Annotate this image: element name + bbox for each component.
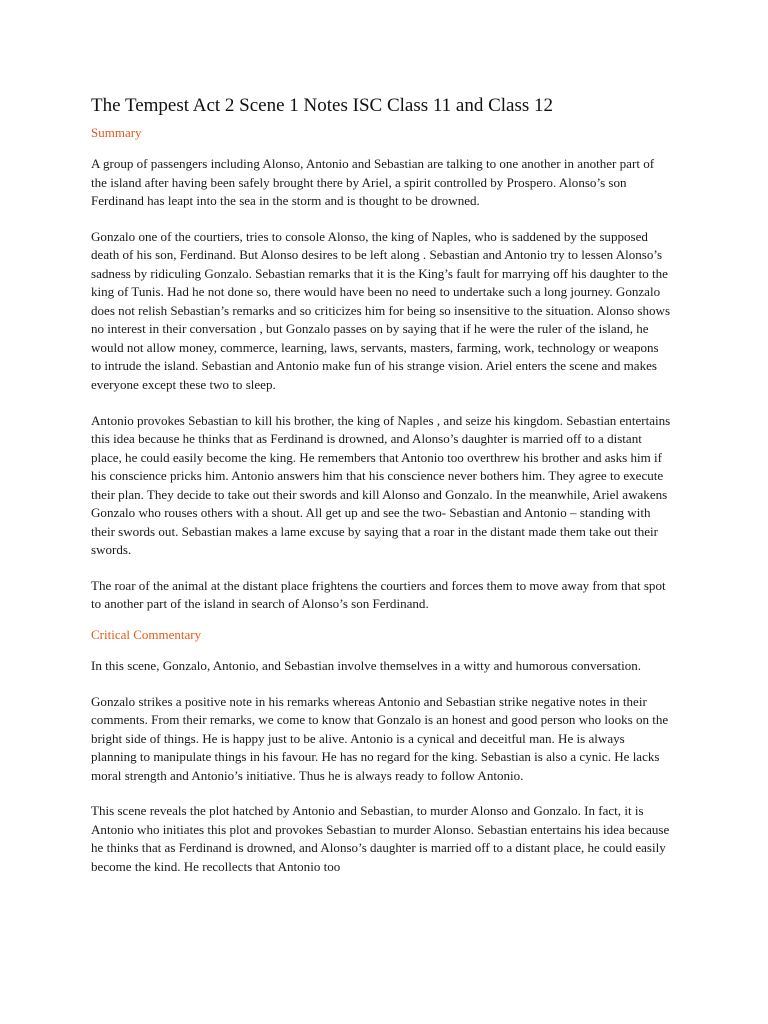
summary-paragraph-3: Antonio provokes Sebastian to kill his brother, the king of Naples , and seize his kingdom. Sebastian entertains this idea because he thinks that as Ferdinand is drowned, and Alonso’s daughter is married off to a distant place, he could easily become the king. He remembers that Antonio too overthrew his brother and asks him if his conscience pricks him. Antonio answers him that his conscience never bothers him. They agree to execute their plan. They decide to take out their swords and kill Alonso and Gonzalo. In the meanwhile, Ariel awakens Gonzalo who rouses others with a shout. All get up and see the two- Sebastian and Antonio – standing with their swords out. Sebastian makes a lame excuse by saying that a roar in the distant made them take out their swords. — [91, 412, 671, 558]
critical-commentary-heading: Critical Commentary — [91, 627, 202, 643]
commentary-paragraph-1: In this scene, Gonzalo, Antonio, and Sebastian involve themselves in a witty and humorous conversation. — [91, 658, 642, 674]
summary-heading: Summary — [91, 125, 142, 140]
summary-paragraph-1: A group of passengers including Alonso, Antonio and Sebastian are talking to one another in another part of the island after having been safely brought there by Ariel, a spirit controlled by Prospero. Alonso’s son Ferdinand has leapt into the sea in the storm and is thought to be drowned. — [91, 156, 655, 209]
commentary-paragraph-2: Gonzalo strikes a positive note in his remarks whereas Antonio and Sebastian strike negative notes in their comments. From their remarks, we come to know that Gonzalo is an honest and good person who looks on the bright side of things. He is happy just to be alive. Antonio is a cynical and deceitful man. He is always planning to manipulate things in his favour. He has no regard for the king. Sebastian is also a cynic. He lacks moral strength and Antonio’s initiative. Thus he is always ready to follow Antonio. — [91, 693, 669, 783]
summary-section — [91, 124, 768, 614]
critical-commentary-section — [91, 626, 768, 876]
summary-paragraph-4: The roar of the animal at the distant place frightens the courtiers and forces them to move away from that spot to another part of the island in search of Alonso’s son Ferdinand. — [91, 577, 666, 612]
commentary-paragraph-3: This scene reveals the plot hatched by Antonio and Sebastian, to murder Alonso and Gonzalo. In fact, it is Antonio who initiates this plot and provokes Sebastian to murder Alonso. Sebastian entertains his idea because he thinks that as Ferdinand is drowned, and Alonso’s daughter is married off to a distant place, he could easily become the kind. He recollects that Antonio too — [91, 803, 670, 874]
page-title: The Tempest Act 2 Scene 1 Notes ISC Class 11 and Class 12 — [91, 95, 554, 116]
summary-paragraph-2: Gonzalo one of the courtiers, tries to console Alonso, the king of Naples, who is saddened by the supposed death of his son, Ferdinand. But Alonso desires to be left along . Sebastian and Antonio try to lessen Alonso’s sadness by ridiculing Gonzalo. Sebastian remarks that it is the King’s fault for marrying off his daughter to the king of Tunis. Had he not done so, there would have been no need to undertake such a long journey. Gonzalo does not relish Sebastian’s remarks and so criticizes him for being so insensitive to the situation. Alonso shows no interest in their conversation , but Gonzalo passes on by saying that if he were the ruler of the island, he would not allow money, commerce, learning, laws, servants, masters, farming, work, technology or weapons to intrude the island. Sebastian and Antonio make fun of his strange vision. Ariel enters the scene and makes everyone except these two to sleep. — [91, 228, 671, 393]
